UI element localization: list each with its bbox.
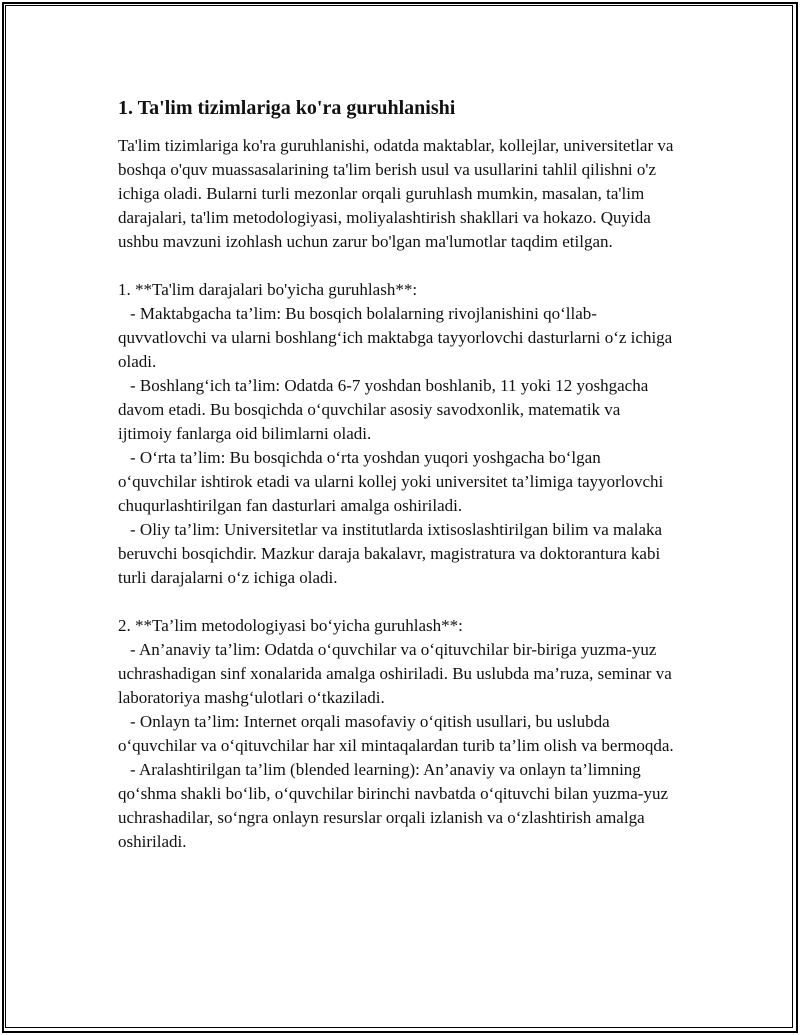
list-item: - Oliy ta’lim: Universitetlar va institutlarda ixtisoslashtirilgan bilim va malaka beruvchi bosqichdir. Mazkur daraja bakalavr, magistratura va doktorantura kabi turli darajalarni o‘z ichiga oladi. — [118, 520, 663, 587]
document-title: 1. Ta'lim tizimlariga ko'ra guruhlanishi — [118, 97, 456, 119]
intro-paragraph: Ta'lim tizimlariga ko'ra guruhlanishi, odatda maktablar, kollejlar, universitetlar va boshqa o'quv muassasalarining ta'lim berish usul va usullarini tahlil qilishni o'z ichiga oladi. Bularni turli mezonlar orqali guruhlash mumkin, masalan, ta'lim darajalari, ta'lim metodologiyasi, moliyalashtirish shakllari va hokazo. Quyida ushbu mavzuni izohlash uchun zarur bo'lgan ma'lumotlar taqdim etilgan. — [118, 136, 674, 251]
list-item: - Boshlang‘ich ta’lim: Odatda 6-7 yoshdan boshlanib, 11 yoki 12 yoshgacha davom etadi. Bu bosqichda o‘quvchilar asosiy savodxonlik, matematik va ijtimoiy fanlarga oid bilimlarni oladi. — [118, 376, 649, 443]
document-body — [118, 96, 678, 854]
list-item: - Aralashtirilgan ta’lim (blended learning): An’anaviy va onlayn ta’limning qo‘shma shakli bo‘lib, o‘quvchilar birinchi navbatda o‘qituvchi bilan yuzma-yuz uchrashadilar, so‘ngra onlayn resurslar orqali izlanish va o‘zlashtirish amalga oshiriladi. — [118, 760, 668, 851]
spacer — [118, 590, 678, 614]
list-item: - Onlayn ta’lim: Internet orqali masofaviy o‘qitish usullari, bu uslubda o‘quvchilar va o‘qituvchilar har xil mintaqalardan turib ta’lim olish va bermoqda. — [118, 712, 674, 755]
list-item: - An’anaviy ta’lim: Odatda o‘quvchilar va o‘qituvchilar bir-biriga yuzma-yuz uchrashadigan sinf xonalarida amalga oshiriladi. Bu uslubda ma’ruza, seminar va laboratoriya mashg‘ulotlari o‘tkaziladi. — [118, 640, 672, 707]
section-methodology — [118, 614, 678, 854]
list-item: - Maktabgacha ta’lim: Bu bosqich bolalarning rivojlanishini qo‘llab-quvvatlovchi va ularni boshlang‘ich maktabga tayyorlovchi dasturlarni o‘z ichiga oladi. — [118, 304, 673, 371]
list-item: - O‘rta ta’lim: Bu bosqichda o‘rta yoshdan yuqori yoshgacha bo‘lgan o‘quvchilar ishtirok etadi va ularni kollej yoki universitet ta’limiga tayyorlovchi chuqurlashtirilgan fan dasturlari amalga oshiriladi. — [118, 448, 664, 515]
section-levels — [118, 278, 678, 590]
section-heading: 1. **Ta'lim darajalari bo'yicha guruhlash**: — [118, 280, 418, 299]
spacer — [118, 254, 678, 278]
section-heading: 2. **Ta’lim metodologiyasi bo‘yicha guruhlash**: — [118, 616, 463, 635]
